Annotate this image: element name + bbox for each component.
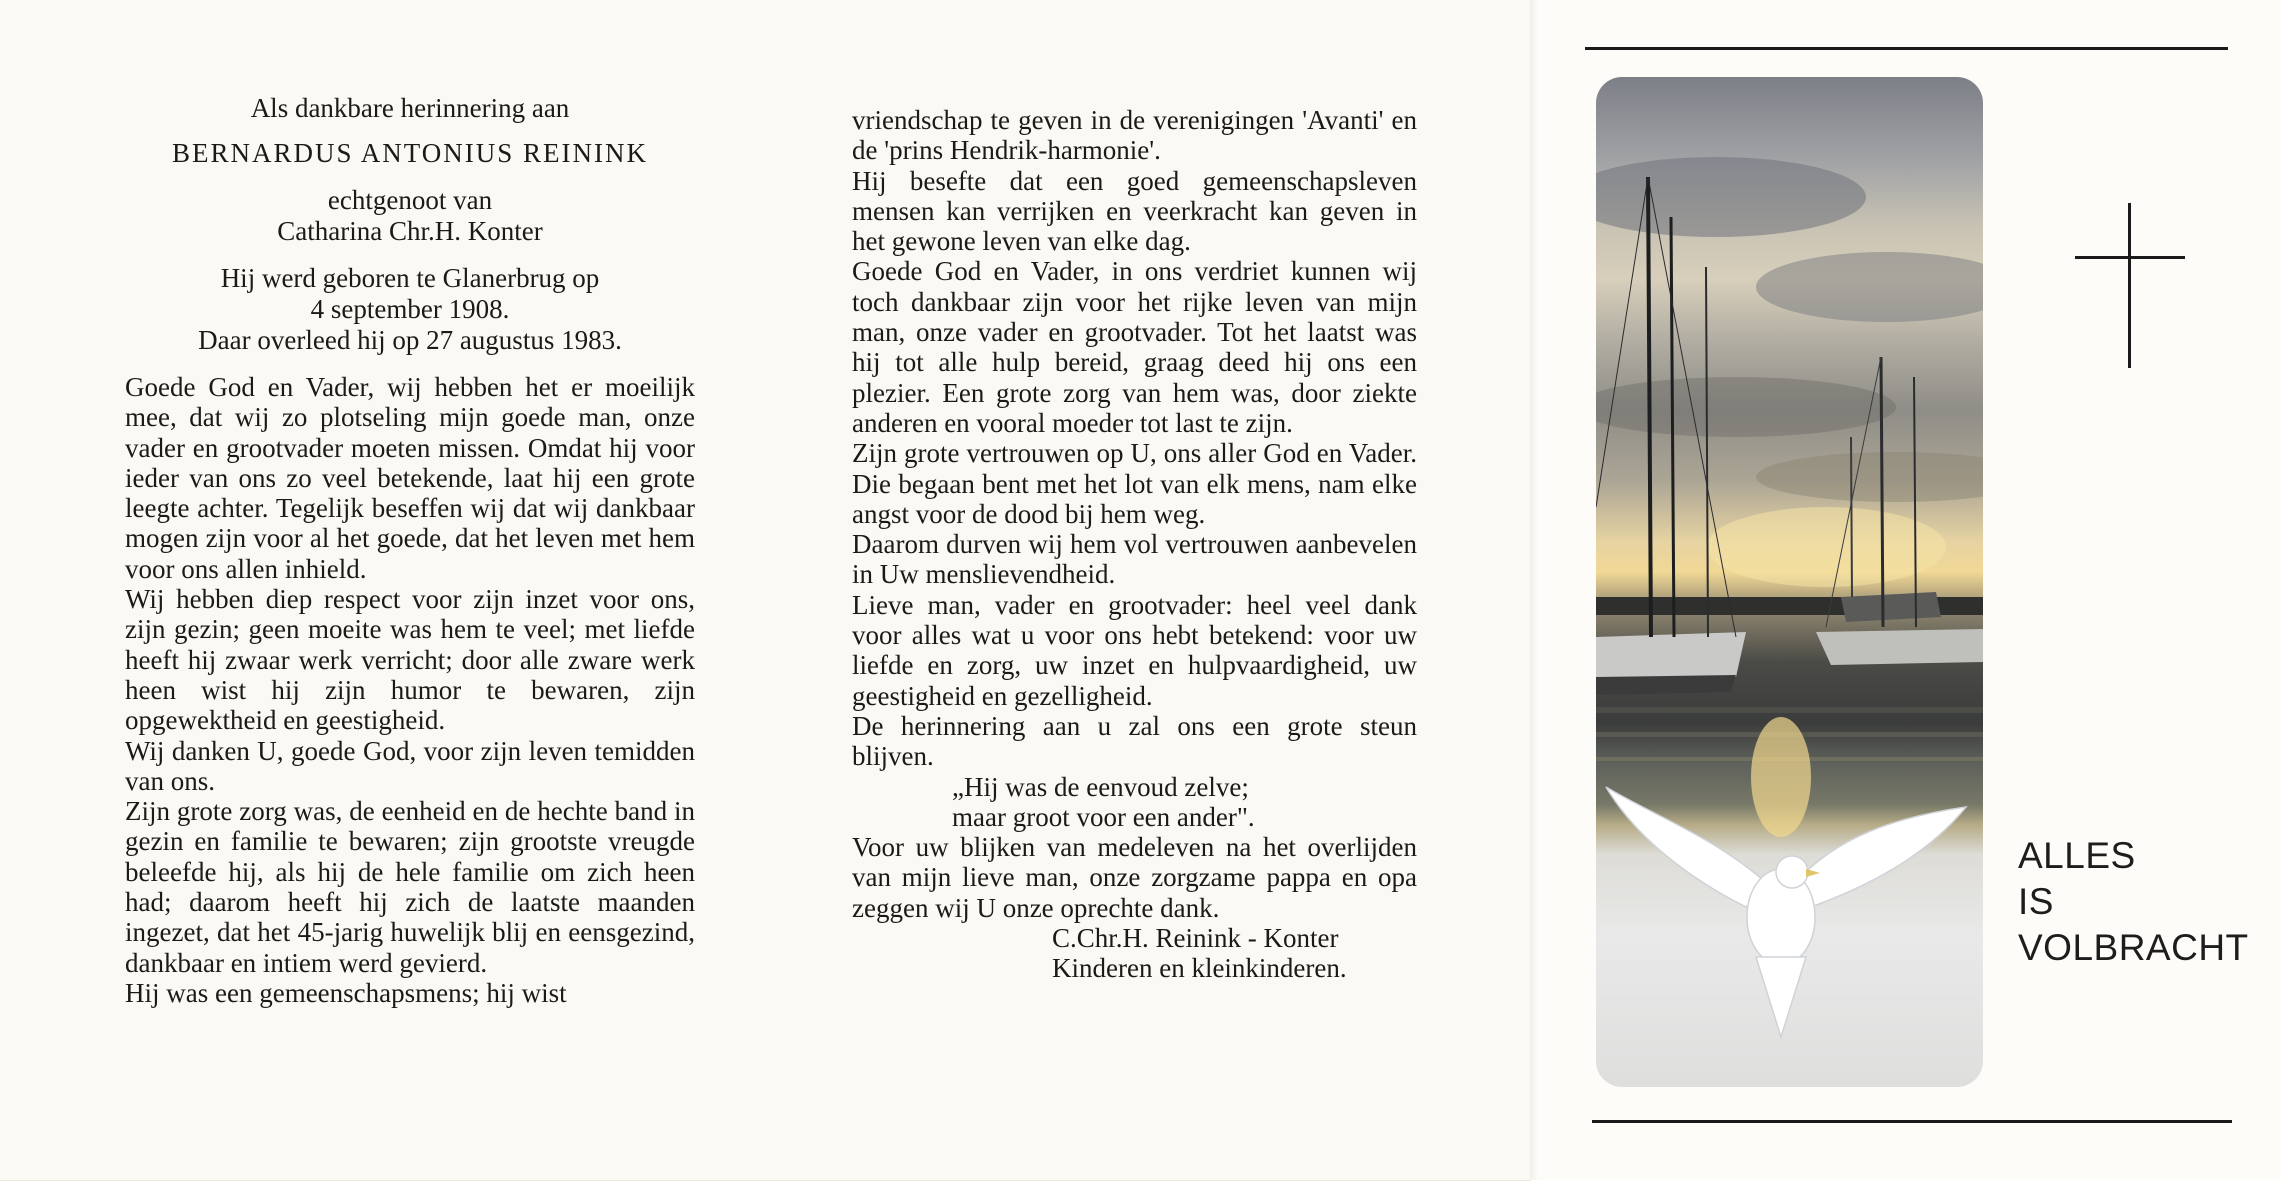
signature: C.Chr.H. Reinink - Konter Kinderen en kleinkinderen. — [1052, 923, 1347, 984]
motto-line-3: VOLBRACHT — [2018, 927, 2249, 968]
harbor-sunset-photo — [1596, 77, 1983, 1087]
spouse-intro: echtgenoot van — [327, 185, 493, 215]
middle-body-text: vriendschap te geven in de verenigingen 'Avanti' en de 'prins Hendrik-harmonie'. Hij besefte dat een goed gemeenschapsleven mensen kan verrijken en veerkracht kan geven in het gewone leven van elke dag. Goede God en Vader, in ons verdriet kunnen wij toch dankbaar zijn voor het rijke leven van mijn man, onze vader en grootvader. Tot het laatst was hij tot alle hulp bereid, graag deed hij ons een plezier. Een grote zorg van hem was, door ziekte anderen en vooral moeder tot last te zijn. Zijn grote vertrouwen op U, ons aller God en Vader. Die begaan bent met het lot van elk mens, nam elke angst voor de dood bij hem weg. Daarom durven wij hem vol vertrouwen aanbevelen in Uw menslievendheid. Lieve man, vader en grootvader: heel veel dank voor alles wat u voor ons hebt betekend: voor uw liefde en zorg, uw inzet en hulpvaardigheid, uw geestigheid en gezelligheid. De herinnering aan u zal ons een grote steun blijven. — [852, 105, 1417, 772]
spouse-name: Catharina Chr.H. Konter — [277, 216, 543, 246]
middle-text-column — [852, 105, 1417, 984]
death-line: Daar overleed hij op 27 augustus 1983. — [198, 325, 622, 355]
quote: „Hij was de eenvoud zelve; maar groot voor een ander". — [952, 771, 1255, 832]
cross-icon — [2075, 203, 2185, 368]
motto-line-1: ALLES — [2018, 835, 2136, 876]
harbor-scene-illustration — [1596, 77, 1983, 1087]
left-body-text: Goede God en Vader, wij hebben het er moeilijk mee, dat wij zo plotseling mijn goede man, onze vader en grootvader moeten missen. Omdat hij voor ieder van ons zo veel betekende, laat hij een grote leegte achter. Tegelijk beseffen wij dat wij dankbaar mogen zijn voor al het goede, dat het leven met hem voor ons allen inhield. Wij hebben diep respect voor zijn inzet voor ons, zijn gezin; geen moeite was hem te veel; met liefde heeft hij zwaar werk verricht; door alle zware werk heen wist hij zijn humor te bewaren, zijn opgewektheid en geestigheid. Wij danken U, goede God, voor zijn leven temidden van ons. Zijn grote zorg was, de eenheid en de hechte band in gezin en familie te bewaren; zijn grootste vreugde beleefde hij, als hij de hele familie om zich heen had; daarom heeft hij zich de laatste maanden ingezet, dat het 45-jarig huwelijk blij en eensgezind, dankbaar en intiem werd gevierd. Hij was een gemeenschapsmens; hij wist — [125, 372, 695, 1008]
top-rule — [1585, 47, 2228, 50]
spouse-block — [125, 185, 695, 247]
motto-line-2: IS — [2018, 881, 2054, 922]
birth-line-2: 4 september 1908. — [310, 294, 510, 324]
life-dates-block — [125, 263, 695, 356]
memorial-heading: Als dankbare herinnering aan — [250, 93, 570, 123]
deceased-name: BERNARDUS ANTONIUS REININK — [171, 138, 649, 168]
motto — [2018, 833, 2249, 971]
card-fold — [1530, 0, 1540, 1180]
birth-line-1: Hij werd geboren te Glanerbrug op — [220, 263, 600, 293]
bottom-rule — [1592, 1120, 2232, 1123]
left-text-column — [125, 93, 695, 1008]
closing-text: Voor uw blijken van medeleven na het overlijden van mijn lieve man, onze zorgzame pappa en opa zeggen wij U onze oprechte dank. — [852, 832, 1417, 923]
